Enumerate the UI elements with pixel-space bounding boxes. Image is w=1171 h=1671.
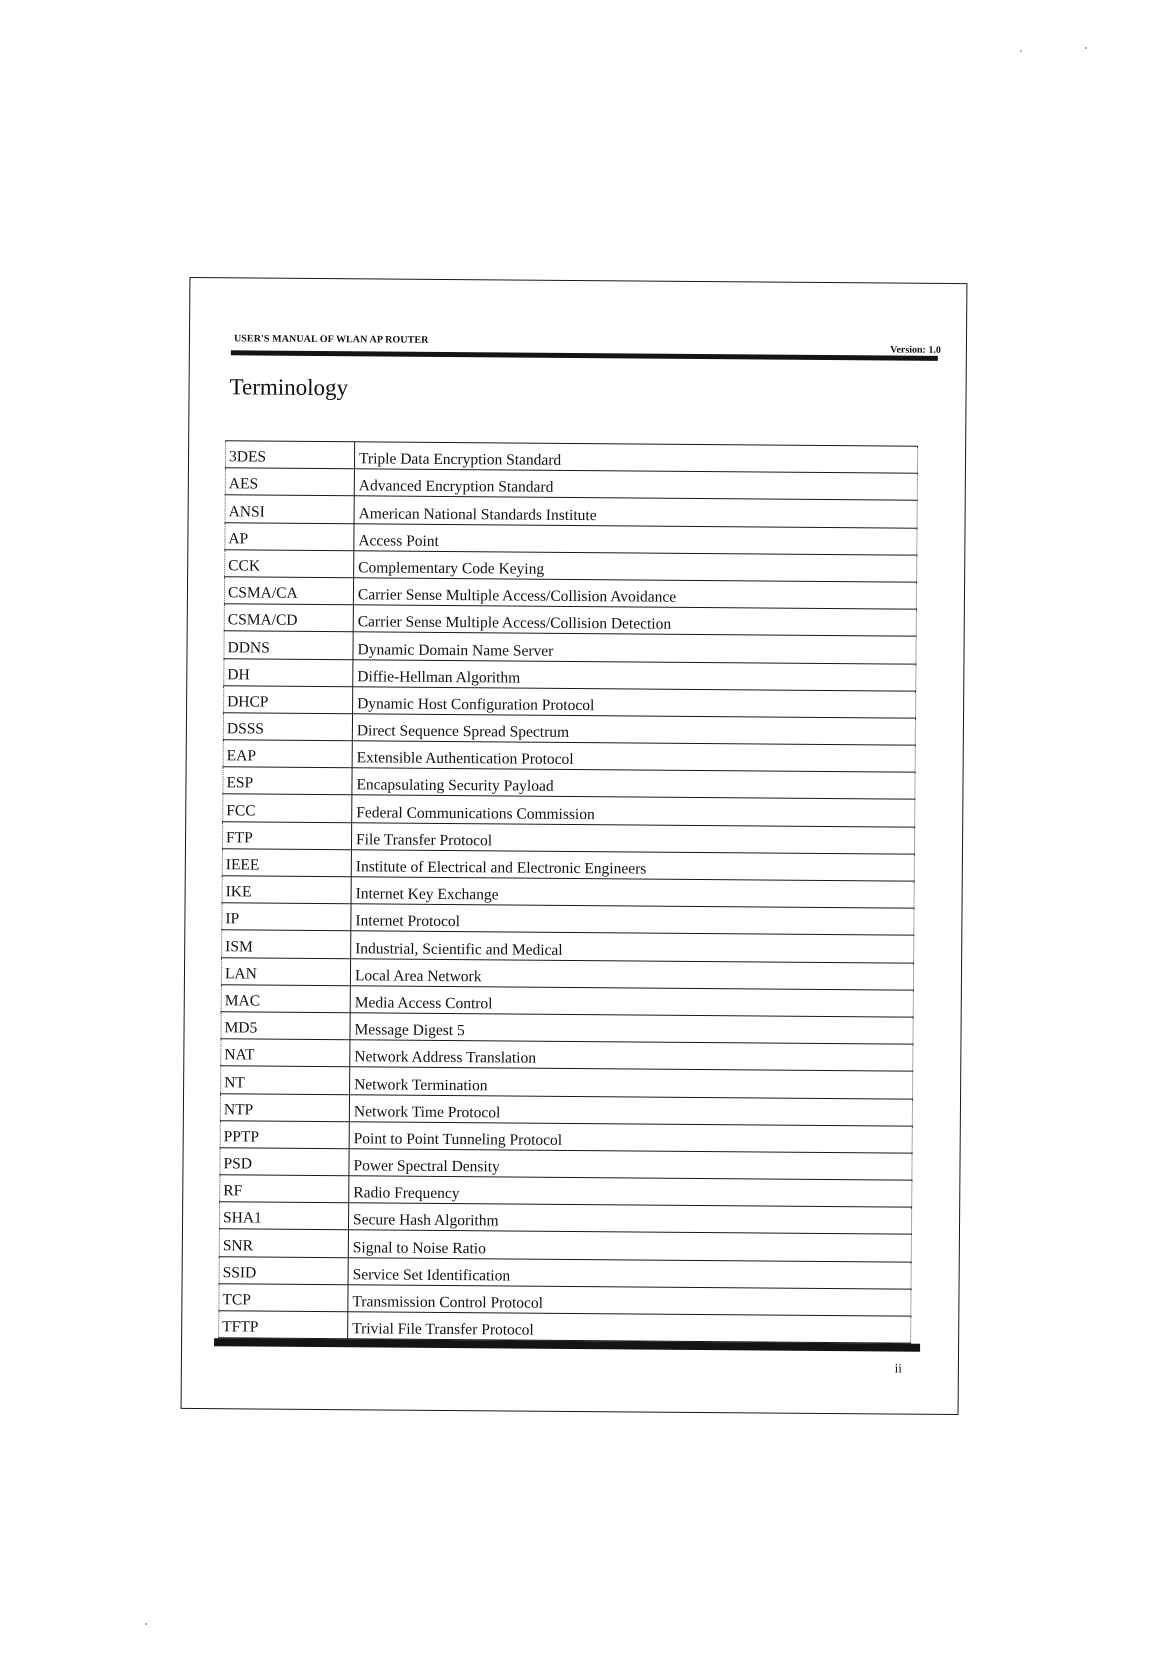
term-definition: American National Standards Institute xyxy=(354,496,917,528)
term-definition: Access Point xyxy=(354,523,917,555)
term-abbreviation: NT xyxy=(221,1066,350,1094)
term-definition: File Transfer Protocol xyxy=(351,822,914,854)
term-definition: Network Time Protocol xyxy=(349,1094,912,1126)
term-abbreviation: NTP xyxy=(220,1093,349,1121)
term-definition: Network Termination xyxy=(350,1067,913,1099)
term-abbreviation: ISM xyxy=(222,930,351,958)
term-abbreviation: ANSI xyxy=(225,495,354,523)
term-abbreviation: PPTP xyxy=(220,1120,349,1148)
scan-speck xyxy=(1020,50,1022,52)
term-abbreviation: SHA1 xyxy=(219,1202,348,1230)
term-abbreviation: MAC xyxy=(221,984,350,1012)
term-abbreviation: FTP xyxy=(222,821,351,849)
header-rule xyxy=(231,350,938,361)
term-abbreviation: RF xyxy=(220,1175,349,1203)
term-definition: Power Spectral Density xyxy=(349,1149,912,1181)
term-abbreviation: AES xyxy=(225,468,354,496)
page-frame xyxy=(181,277,968,1415)
term-definition: Service Set Identification xyxy=(348,1257,911,1289)
term-definition: Federal Communications Commission xyxy=(352,795,915,827)
term-definition: Trivial File Transfer Protocol xyxy=(348,1312,911,1344)
term-abbreviation: ESP xyxy=(223,767,352,795)
term-abbreviation: DH xyxy=(224,658,353,686)
term-abbreviation: SSID xyxy=(219,1256,348,1284)
term-definition: Signal to Noise Ratio xyxy=(348,1230,911,1262)
version-label: Version: 1.0 xyxy=(890,344,941,356)
term-abbreviation: NAT xyxy=(221,1039,350,1067)
term-abbreviation: IKE xyxy=(222,876,351,904)
term-definition: Dynamic Domain Name Server xyxy=(353,632,916,664)
term-abbreviation: DSSS xyxy=(223,713,352,741)
page-title: Terminology xyxy=(229,374,349,401)
term-abbreviation: SNR xyxy=(219,1229,348,1257)
term-definition: Media Access Control xyxy=(350,985,913,1017)
terminology-table xyxy=(218,440,918,1344)
term-definition: Transmission Control Protocol xyxy=(348,1285,911,1317)
term-definition: Carrier Sense Multiple Access/Collision Avoidance xyxy=(353,578,916,610)
term-definition: Dynamic Host Configuration Protocol xyxy=(353,686,916,718)
term-definition: Institute of Electrical and Electronic Engineers xyxy=(351,850,914,882)
term-definition: Triple Data Encryption Standard xyxy=(354,442,917,474)
term-abbreviation: TFTP xyxy=(219,1311,348,1339)
term-definition: Network Address Translation xyxy=(350,1040,913,1072)
term-definition: Advanced Encryption Standard xyxy=(354,469,917,501)
term-abbreviation: IEEE xyxy=(222,849,351,877)
term-abbreviation: 3DES xyxy=(225,441,354,469)
term-abbreviation: CCK xyxy=(225,549,354,577)
term-definition: Radio Frequency xyxy=(349,1176,912,1208)
term-definition: Diffie-Hellman Algorithm xyxy=(353,659,916,691)
term-definition: Internet Key Exchange xyxy=(351,877,914,909)
page-number: ii xyxy=(894,1360,902,1376)
term-definition: Encapsulating Security Payload xyxy=(352,768,915,800)
term-definition: Internet Protocol xyxy=(351,904,914,936)
scan-speck xyxy=(145,1623,147,1625)
term-abbreviation: EAP xyxy=(223,740,352,768)
term-abbreviation: LAN xyxy=(221,957,350,985)
term-abbreviation: CSMA/CA xyxy=(224,577,353,605)
term-abbreviation: MD5 xyxy=(221,1012,350,1040)
term-abbreviation: IP xyxy=(222,903,351,931)
term-abbreviation: DHCP xyxy=(224,685,353,713)
term-definition: Complementary Code Keying xyxy=(354,551,917,583)
manual-header-title: USER'S MANUAL OF WLAN AP ROUTER xyxy=(233,333,429,346)
term-abbreviation: AP xyxy=(225,522,354,550)
terminology-table-body xyxy=(219,441,918,1344)
term-abbreviation: TCP xyxy=(219,1284,348,1312)
term-definition: Message Digest 5 xyxy=(350,1013,913,1045)
term-definition: Carrier Sense Multiple Access/Collision Detection xyxy=(353,605,916,637)
term-definition: Point to Point Tunneling Protocol xyxy=(349,1121,912,1153)
term-definition: Industrial, Scientific and Medical xyxy=(351,931,914,963)
term-abbreviation: CSMA/CD xyxy=(224,604,353,632)
term-abbreviation: PSD xyxy=(220,1148,349,1176)
term-definition: Extensible Authentication Protocol xyxy=(352,741,915,773)
scan-speck xyxy=(1085,47,1087,49)
term-definition: Direct Sequence Spread Spectrum xyxy=(352,714,915,746)
term-abbreviation: DDNS xyxy=(224,631,353,659)
term-definition: Local Area Network xyxy=(350,958,913,990)
term-definition: Secure Hash Algorithm xyxy=(348,1203,911,1235)
term-abbreviation: FCC xyxy=(223,794,352,822)
